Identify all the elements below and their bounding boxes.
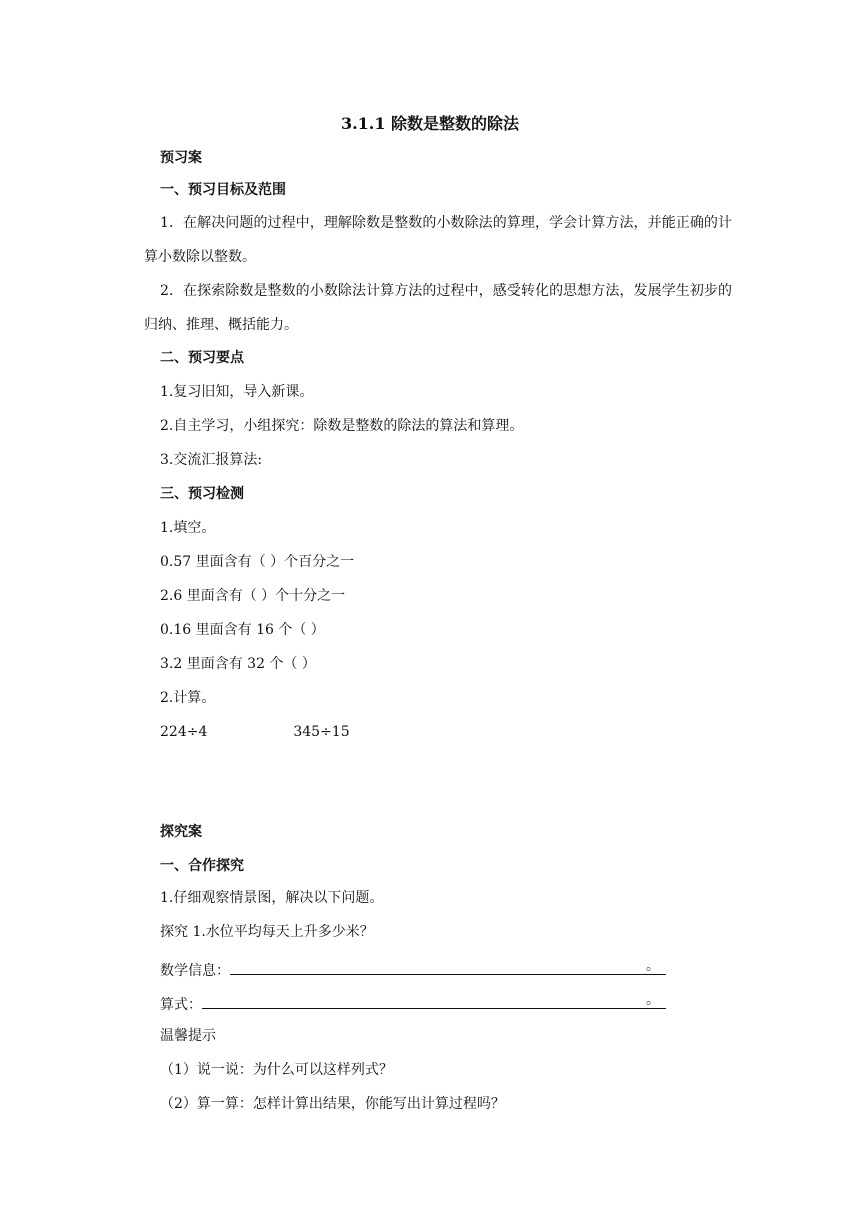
- preview-point-item: 3.交流汇报算法:: [160, 452, 263, 468]
- formula-label: 算式：: [160, 997, 202, 1013]
- document-title: 3.1.1 除数是整数的除法: [340, 114, 520, 133]
- fill-question-label: 1.填空。: [160, 520, 216, 536]
- preview-section2-heading: 二、预习要点: [160, 350, 244, 366]
- preview-heading: 预习案: [160, 150, 202, 166]
- explore-heading: 探究案: [160, 824, 202, 840]
- explore-section1-heading: 一、合作探究: [160, 858, 244, 874]
- formula-row: [160, 992, 666, 1015]
- preview-section3-heading: 三、预习检测: [160, 486, 244, 502]
- calc-expression-b: 345÷15: [293, 724, 350, 740]
- math-info-answer-line[interactable]: [230, 958, 666, 975]
- formula-answer-line[interactable]: [202, 992, 666, 1009]
- tip-item: （2）算一算：怎样计算出结果，你能写出计算过程吗？: [160, 1096, 505, 1112]
- preview-goal-paragraph-2: 2．在探索除数是整数的小数除法计算方法的过程中，感受转化的思想方法，发展学生初步的归纳、推理、概括能力。: [144, 283, 732, 333]
- explore-question-1: 1.仔细观察情景图，解决以下问题。: [160, 890, 384, 906]
- math-info-label: 数学信息：: [160, 963, 230, 979]
- preview-point-item: 1.复习旧知，导入新课。: [160, 384, 314, 400]
- math-info-row: [160, 958, 666, 981]
- fill-blank-item: 3.2 里面含有 32 个（ ）: [160, 656, 316, 672]
- fill-blank-item: 0.57 里面含有（ ）个百分之一: [160, 554, 355, 570]
- period-mark: 。: [646, 992, 660, 1008]
- preview-point-item: 2.自主学习，小组探究：除数是整数的除法的算法和算理。: [160, 418, 524, 434]
- tip-item: （1）说一说：为什么可以这样列式？: [160, 1062, 393, 1078]
- period-mark: 。: [646, 958, 660, 974]
- calc-expression-a: 224÷4: [160, 724, 208, 740]
- calc-question-label: 2.计算。: [160, 690, 216, 706]
- fill-blank-item: 0.16 里面含有 16 个（ ）: [160, 622, 325, 638]
- preview-goal-paragraph-1: 1．在解决问题的过程中，理解除数是整数的小数除法的算理，学会计算方法，并能正确的计算小数除以整数。: [144, 215, 732, 265]
- fill-blank-item: 2.6 里面含有（ ）个十分之一: [160, 588, 346, 604]
- tips-heading: 温馨提示: [160, 1028, 216, 1044]
- explore-question-1-sub: 探究 1.水位平均每天上升多少米？: [160, 924, 374, 940]
- calc-row: [160, 722, 350, 742]
- preview-section1-heading: 一、预习目标及范围: [160, 182, 286, 198]
